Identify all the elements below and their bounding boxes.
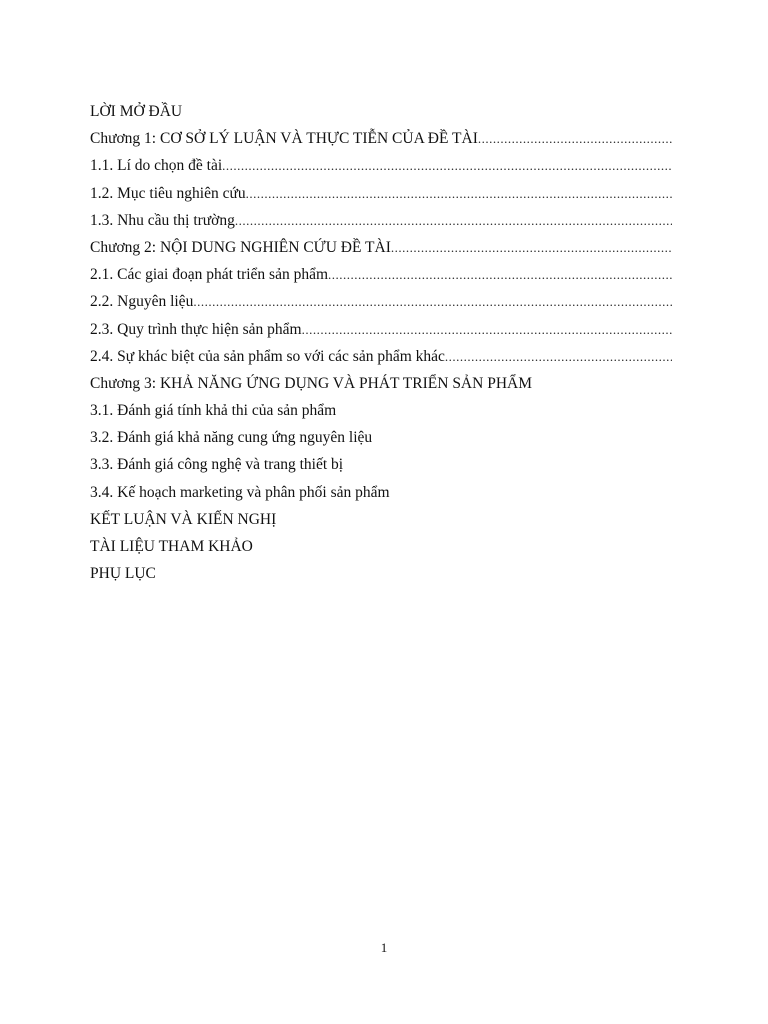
toc-entry[interactable] <box>90 533 672 560</box>
dot-leader <box>246 180 672 207</box>
toc-entry[interactable] <box>90 98 672 125</box>
toc-entry[interactable] <box>90 370 672 397</box>
dot-leader <box>302 316 672 343</box>
toc-entry-text: Chương 2: NỘI DUNG NGHIÊN CỨU ĐỀ TÀI <box>90 238 391 256</box>
toc-entry-text: 2.4. Sự khác biệt của sản phẩm so với các sản phẩm khác <box>90 347 445 365</box>
page-number: 1 <box>380 940 388 955</box>
toc-entry[interactable] <box>90 207 672 234</box>
dot-leader <box>391 234 672 261</box>
dot-leader <box>222 152 672 179</box>
toc-entry-text: 1.3. Nhu cầu thị trường <box>90 211 235 229</box>
toc-entry-text: 3.3. Đánh giá công nghệ và trang thiết bị <box>90 456 344 474</box>
toc-entry[interactable] <box>90 234 672 261</box>
toc-entry[interactable] <box>90 479 672 506</box>
toc-entry[interactable] <box>90 180 672 207</box>
toc-entry[interactable] <box>90 316 672 343</box>
toc-entry[interactable] <box>90 424 672 451</box>
dot-leader <box>193 288 672 315</box>
toc-entry[interactable] <box>90 451 672 478</box>
toc-entry-text: Chương 3: KHẢ NĂNG ỨNG DỤNG VÀ PHÁT TRIỂN SẢN PHẨM <box>90 374 532 392</box>
toc-entry[interactable] <box>90 343 672 370</box>
toc-entry[interactable] <box>90 506 672 533</box>
toc-entry-text: LỜI MỞ ĐẦU <box>90 103 183 120</box>
toc-entry[interactable] <box>90 125 672 152</box>
toc-entry[interactable] <box>90 152 672 179</box>
toc-entry-text: 2.3. Quy trình thực hiện sản phẩm <box>90 320 302 338</box>
toc-entry[interactable] <box>90 397 672 424</box>
toc-entry-text: 3.4. Kế hoạch marketing và phân phối sản phẩm <box>90 483 390 501</box>
toc-entry[interactable] <box>90 261 672 288</box>
dot-leader <box>445 343 672 370</box>
toc-entry-text: KẾT LUẬN VÀ KIẾN NGHỊ <box>90 510 277 528</box>
toc-entry-text: 1.2. Mục tiêu nghiên cứu <box>90 184 246 202</box>
toc-entry-text: 3.2. Đánh giá khả năng cung ứng nguyên liệu <box>90 429 373 447</box>
toc-entry[interactable] <box>90 288 672 315</box>
toc-entry-text: 2.2. Nguyên liệu <box>90 293 194 311</box>
dot-leader <box>235 207 672 234</box>
dot-leader <box>478 125 672 152</box>
toc-entry-text: 1.1. Lí do chọn đề tài <box>90 157 223 175</box>
toc-entry-text: TÀI LIỆU THAM KHẢO <box>90 538 253 555</box>
toc-entry-text: 2.1. Các giai đoạn phát triển sản phẩm <box>90 266 329 284</box>
dot-leader <box>328 261 672 288</box>
toc-entry-text: Chương 1: CƠ SỞ LÝ LUẬN VÀ THỰC TIỄN CỦA ĐỀ TÀI <box>90 130 478 148</box>
table-of-contents <box>90 98 672 587</box>
toc-entry-text: PHỤ LỤC <box>90 565 156 583</box>
toc-entry-text: 3.1. Đánh giá tính khả thi của sản phẩm <box>90 402 337 420</box>
toc-entry[interactable] <box>90 560 672 587</box>
